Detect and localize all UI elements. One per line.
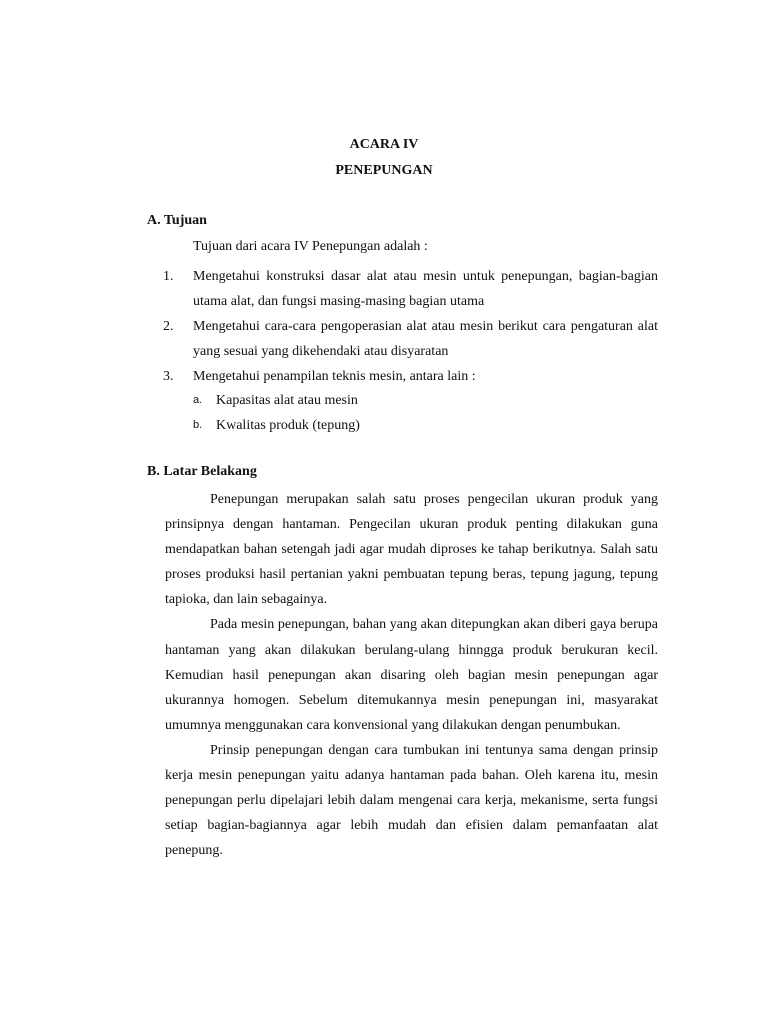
sublist-item [193,413,360,438]
section-a-intro: Tujuan dari acara IV Penepungan adalah : [193,239,428,254]
list-item [160,314,658,364]
list-item-number: 3. [163,369,174,384]
list-item-number: 1. [163,269,174,284]
sublist-item [193,388,360,413]
list-item-number: 2. [163,319,174,334]
paragraph: Pada mesin penepungan, bahan yang akan ditepungkan akan diberi gaya berupa hantaman yang akan dilakukan berulang-ulang hinngga produk berukuran kecil. Kemudian hasil penepungan akan disaring oleh bagian mesin penepungan agar ukurannya homogen. Sebelum ditemukannya mesin penepungan ini, masyarakat umumnya menggunakan cara konvensional yang dilakukan dengan penumbukan. [165,617,658,733]
list-item-text: Mengetahui cara-cara pengoperasian alat atau mesin berikut cara pengaturan alat yang sesuai yang dikehendaki atau disyaratan [193,319,658,359]
list-item [160,264,658,314]
sublist-item-letter: a. [193,394,203,406]
list-item-text: Mengetahui konstruksi dasar alat atau mesin untuk penepungan, bagian-bagian utama alat, dan fungsi masing-masing bagian utama [193,269,658,309]
objectives-list [160,264,658,389]
paragraph: Penepungan merupakan salah satu proses pengecilan ukuran produk yang prinsipnya dengan hantaman. Pengecilan ukuran produk penting dilakukan guna mendapatkan bahan setengah jadi agar mudah diproses ke tahap berikutnya. Salah satu proses produksi hasil pertanian yakni pembuatan tepung beras, tepung jagung, tepung tapioka, dan lain sebagainya. [165,492,658,608]
background-body [165,487,658,863]
technical-performance-sublist [193,388,360,438]
list-item-text: Mengetahui penampilan teknis mesin, antara lain : [193,369,476,384]
sublist-item-text: Kwalitas produk (tepung) [216,418,360,433]
section-a-heading: A. Tujuan [147,213,207,228]
list-item [160,364,658,389]
document-title: ACARA IV [349,137,419,152]
section-b-heading: B. Latar Belakang [147,464,257,479]
sublist-item-text: Kapasitas alat atau mesin [216,393,358,408]
sublist-item-letter: b. [193,419,203,431]
paragraph: Prinsip penepungan dengan cara tumbukan ini tentunya sama dengan prinsip kerja mesin penepungan yaitu adanya hantaman pada bahan. Oleh karena itu, mesin penepungan perlu dipelajari lebih dalam mengenai cara kerja, mekanisme, serta fungsi setiap bagian-bagiannya agar lebih mudah dan efisien dalam pemanfaatan alat penepung. [165,742,658,859]
document-subtitle: PENEPUNGAN [335,163,433,178]
